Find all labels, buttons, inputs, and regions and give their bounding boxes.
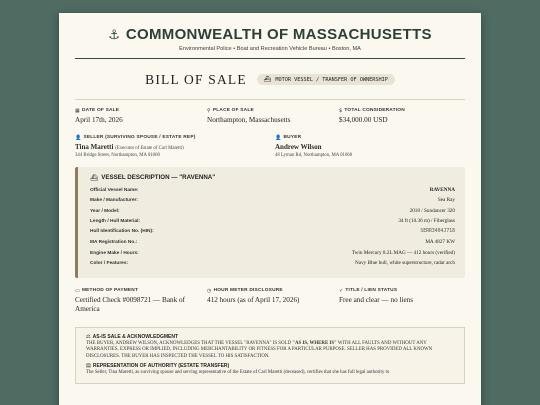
place-value: Northampton, Massachusetts — [207, 115, 291, 124]
payment-method-field — [75, 288, 207, 314]
row-key: Hull Identification No. (HIN): — [90, 228, 154, 234]
place-of-sale-field — [207, 108, 339, 125]
vessel-row — [90, 237, 455, 248]
document-title: BILL OF SALE — [145, 71, 247, 87]
document-icon: ▤ — [86, 363, 91, 370]
bill-of-sale-document — [59, 13, 481, 405]
vessel-row — [90, 227, 455, 238]
vessel-row — [90, 185, 455, 196]
row-key: Official Vessel Name: — [90, 187, 139, 193]
asis-text-part: WITH ALL FAULTS AND WITHOUT ANY WARRANTIES, EXPRESS OR IMPLIED, INCLUDING MERCHANTABILITY OR FITNESS FOR A PARTICULAR PURPOSE. SELLER HAS PROVIDED ALL KNOWN DISCLOSURES. THE BUYER HAS INSPECTED THE VESSEL TO HIS SATISFACTION. — [86, 340, 433, 359]
shield-check-icon: ✓ — [339, 287, 344, 294]
row-value: SERR3404J718 — [420, 228, 455, 234]
row-key: Engine Make / Hours: — [90, 250, 139, 256]
vessel-row — [90, 248, 455, 259]
ship-icon: ⛴ — [90, 173, 99, 182]
seller-block — [75, 135, 275, 158]
vessel-row — [90, 216, 455, 227]
seller-address: 344 Bridge Street, Northampton, MA 01060 — [75, 152, 160, 158]
document-title-row — [75, 72, 465, 88]
hours-value: 412 hours (as of April 17, 2026) — [207, 295, 300, 304]
vessel-row — [90, 195, 455, 206]
gavel-icon: ⚖ — [86, 333, 91, 340]
date-label: DATE OF SALE — [81, 108, 120, 113]
clock-icon: ◷ — [207, 287, 212, 294]
dollar-icon: $ — [339, 107, 343, 114]
seller-label: SELLER (SURVIVING SPOUSE / ESTATE REP) — [83, 135, 196, 140]
seller-name: Tina Maretti — [75, 142, 114, 151]
authority-text: The Seller, Tina Maretti, as surviving spouse and serving representative of the Estate of Carl Maretti (deceased), certifies that she has full legal authority to — [86, 370, 390, 376]
user-edit-icon: 👤 — [75, 134, 82, 141]
payment-details — [75, 288, 465, 314]
title-divider — [75, 99, 465, 100]
row-key: Year / Model: — [90, 208, 120, 214]
buyer-address: 48 Lyman Rd, Northampton, MA 01060 — [275, 152, 353, 158]
buyer-block — [275, 135, 465, 158]
agency-subtitle: Environmental Police • Boat and Recreation Vehicle Bureau • Boston, MA — [179, 45, 361, 52]
asis-text-emphasis: "AS IS, WHERE IS" — [292, 340, 337, 346]
asis-heading: AS-IS SALE & ACKNOWLEDGMENT — [92, 333, 179, 340]
vessel-row — [90, 258, 455, 269]
seller-note: (Executor of Estate of Carl Maretti) — [115, 145, 184, 151]
terms-section — [75, 327, 465, 384]
document-header — [75, 13, 465, 59]
row-key: Color / Features: — [90, 261, 129, 267]
asis-text-part: THE BUYER, ANDREW WILSON, ACKNOWLEDGES THAT THE VESSEL "RAVENNA" IS SOLD — [86, 340, 293, 346]
method-value: Certified Check #0098721 — Bank of America — [75, 295, 185, 313]
vessel-heading: VESSEL DESCRIPTION — "RAVENNA" — [101, 174, 216, 181]
parties — [75, 135, 465, 158]
title-lien-field — [339, 288, 465, 314]
vessel-rows — [90, 185, 455, 269]
total-consideration-field — [339, 108, 465, 125]
buyer-name: Andrew Wilson — [275, 142, 322, 151]
transfer-type-badge — [257, 74, 395, 85]
row-key: MA Registration No.: — [90, 240, 138, 246]
agency-title: COMMONWEALTH OF MASSACHUSETTS — [125, 26, 432, 43]
row-value: 2018 / Sundancer 320 — [409, 207, 455, 214]
hours-label: HOUR METER DISCLOSURE — [213, 288, 283, 293]
buyer-label: BUYER — [283, 135, 302, 140]
total-label: TOTAL CONSIDERATION — [344, 108, 405, 113]
row-value: MA 4827 KW — [425, 239, 455, 246]
date-of-sale-field — [75, 108, 207, 125]
card-icon: ▭ — [75, 287, 80, 294]
row-value: Navy Blue hull, white superstructure, radar arch — [355, 260, 455, 267]
date-value: April 17th, 2026 — [75, 115, 123, 124]
location-pin-icon: ⚲ — [207, 107, 211, 114]
sale-summary — [75, 108, 465, 125]
method-label: METHOD OF PAYMENT — [81, 288, 139, 293]
title-label: TITLE / LIEN STATUS — [345, 288, 398, 293]
asis-text — [86, 341, 454, 361]
row-value: Sea Ray — [437, 197, 455, 204]
row-key: Length / Hull Material: — [90, 219, 141, 225]
vessel-description-panel — [75, 167, 465, 278]
row-value: RAVENNA — [429, 186, 455, 193]
row-key: Make / Manufacturer: — [90, 198, 138, 204]
header-title-row — [75, 27, 465, 44]
row-value: Twin Mercury 8.2L MAG — 412 hours (verified) — [351, 249, 455, 256]
total-value: $34,000.00 USD — [339, 115, 388, 124]
title-value: Free and clear — no liens — [339, 295, 414, 304]
hour-meter-field — [207, 288, 339, 314]
vessel-row — [90, 206, 455, 217]
header-divider — [75, 58, 465, 59]
calendar-icon: ▦ — [75, 107, 80, 114]
transfer-type-label: MOTOR VESSEL / TRANSFER OF OWNERSHIP — [275, 76, 388, 83]
authority-heading: REPRESENTATION OF AUTHORITY (ESTATE TRANSFER) — [92, 363, 230, 370]
ship-icon: ⛴ — [263, 76, 272, 83]
anchor-icon: ⚓ — [108, 27, 120, 43]
row-value: 34 ft (10.36 m) / Fiberglass — [398, 218, 455, 225]
user-icon: 👤 — [275, 134, 282, 141]
place-label: PLACE OF SALE — [212, 108, 254, 113]
